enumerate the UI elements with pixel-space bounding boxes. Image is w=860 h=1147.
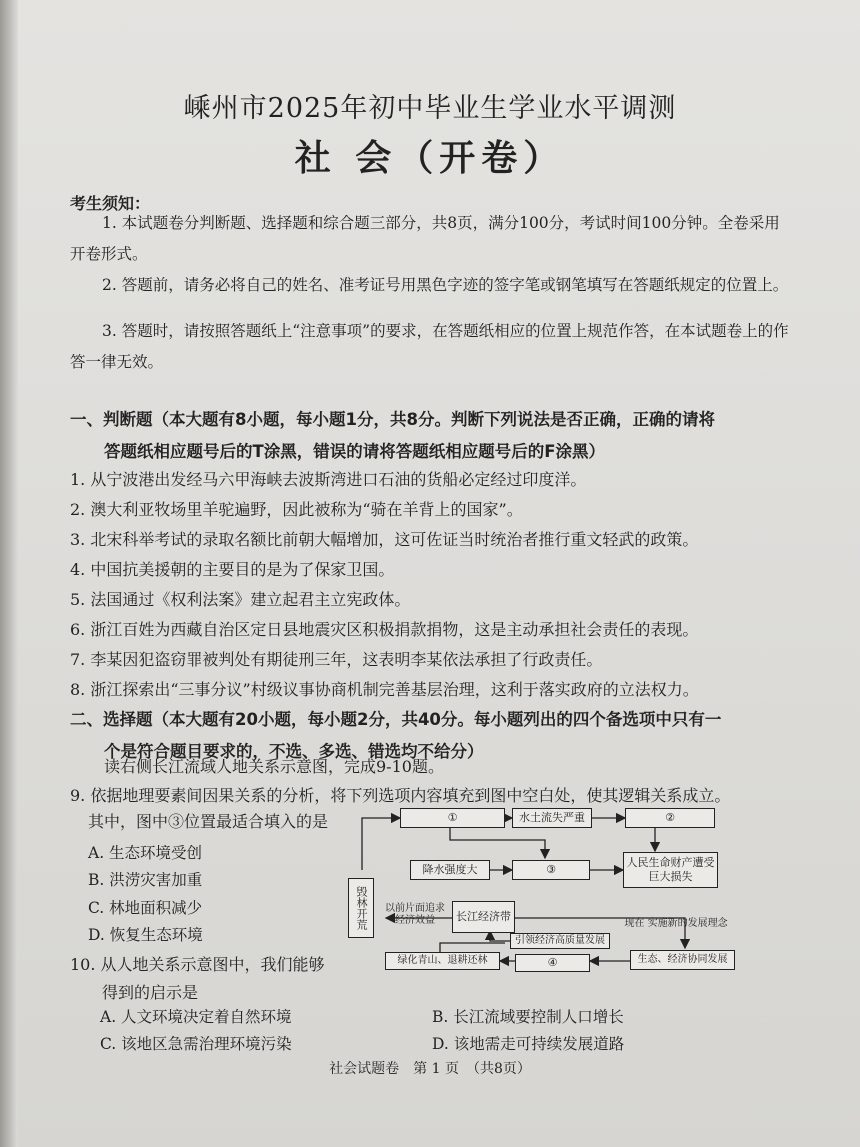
- diagram-box-1: ①: [400, 808, 505, 828]
- diagram-box-deforestation: 毁林开荒: [348, 878, 374, 938]
- q9-option-c: C. 林地面积减少: [88, 899, 203, 917]
- section2-line1: 二、选择题（本大题有20小题，每小题2分，共40分。每小题列出的四个备选项中只有一: [70, 710, 722, 729]
- question-1: 1. 从宁波港出发经马六甲海峡去波斯湾进口石油的货船必定经过印度洋。: [70, 470, 587, 489]
- q10-option-a: A. 人文环境决定着自然环境: [100, 1008, 292, 1026]
- diagram-label-now: 现在 实施新的发展理念: [624, 918, 728, 929]
- notice-item-text: 1. 本试题卷分判断题、选择题和综合题三部分，共8页，满分100分，考试时间100分钟。全卷采用开卷形式。: [70, 214, 780, 263]
- group-intro: 读右侧长江流域人地关系示意图，完成9-10题。: [104, 757, 444, 776]
- notice-item: [70, 208, 790, 270]
- diagram-box-4: ④: [515, 954, 590, 972]
- exam-title: 嵊州市2025年初中毕业生学业水平调测: [183, 93, 677, 124]
- q9-option-a: A. 生态环境受创: [88, 844, 203, 862]
- q10-option-c: C. 该地区急需治理环境污染: [100, 1035, 292, 1053]
- section1-line2: 答题纸相应题号后的T涂黑，错误的请将答题纸相应题号后的F涂黑）: [104, 442, 606, 461]
- diagram-box-2: ②: [625, 808, 715, 828]
- diagram-box-high-quality: 引领经济高质量发展: [510, 933, 610, 949]
- diagram-label-past: 以前片面追求经济效益: [385, 903, 445, 926]
- question-5: 5. 法国通过《权利法案》建立起君主立宪政体。: [70, 590, 411, 609]
- exam-subject: 社 会（开卷）: [294, 138, 566, 179]
- diagram-box-rainfall: 降水强度大: [410, 860, 490, 880]
- diagram-box-loss: 人民生命财产遭受巨大损失: [623, 852, 718, 888]
- human-land-relation-diagram: [340, 798, 740, 978]
- diagram-box-coordination: 生态、经济协同发展: [630, 950, 735, 970]
- diagram-box-economic-belt: 长江经济带: [452, 901, 515, 933]
- question-3: 3. 北宋科举考试的录取名额比前朝大幅增加，这可佐证当时统治者推行重文轻武的政策。: [70, 530, 699, 549]
- question-8: 8. 浙江探索出“三事分议”村级议事协商机制完善基层治理，这利于落实政府的立法权力。: [70, 680, 699, 699]
- question-10-stem: 10. 从人地关系示意图中，我们能够: [70, 955, 325, 974]
- notice-item-text: 2. 答题前，请务必将自己的姓名、准考证号用黑色字迹的签字笔或钢笔填写在答题纸规定的位置上。: [102, 276, 789, 294]
- notice-item: [70, 316, 790, 378]
- q10-option-d: D. 该地需走可持续发展道路: [432, 1035, 625, 1053]
- question-2: 2. 澳大利亚牧场里羊驼遍野，因此被称为“骑在羊背上的国家”。: [70, 500, 523, 519]
- notice-item-text: 3. 答题时，请按照答题纸上“注意事项”的要求，在答题纸相应的位置上规范作答，在本试题卷上的作答一律无效。: [70, 322, 789, 371]
- question-10-prompt: 得到的启示是: [102, 983, 199, 1002]
- diagram-box-soil-erosion: 水土流失严重: [512, 808, 592, 828]
- section1-line1: 一、判断题（本大题有8小题，每小题1分，共8分。判断下列说法是否正确，正确的请将: [70, 410, 715, 429]
- notice-item: [70, 270, 790, 301]
- section2-line2: 个是符合题目要求的，不选、多选、错选均不给分）: [104, 742, 484, 761]
- diagram-box-greening: 绿化青山、退耕还林: [385, 952, 500, 970]
- question-7: 7. 李某因犯盗窃罪被判处有期徒刑三年，这表明李某依法承担了行政责任。: [70, 650, 603, 669]
- q9-option-d: D. 恢复生态环境: [88, 926, 203, 944]
- page-footer: 社会试题卷 第 1 页 （共8页）: [329, 1061, 531, 1077]
- diagram-box-3: ③: [512, 860, 590, 880]
- q10-option-b: B. 长江流域要控制人口增长: [432, 1008, 624, 1026]
- question-4: 4. 中国抗美援朝的主要目的是为了保家卫国。: [70, 560, 395, 579]
- question-6: 6. 浙江百姓为西藏自治区定日县地震灾区积极捐款捐物，这是主动承担社会责任的表现。: [70, 620, 699, 639]
- section1-heading: [70, 404, 790, 468]
- q9-option-b: B. 洪涝灾害加重: [88, 871, 203, 889]
- question-9-stem: 9. 依据地理要素间因果关系的分析，将下列选项内容填充到图中空白处，使其逻辑关系成立。: [70, 786, 731, 805]
- question-9-prompt: 其中，图中③位置最适合填入的是: [88, 812, 329, 831]
- notice-heading: 考生须知：: [70, 194, 151, 213]
